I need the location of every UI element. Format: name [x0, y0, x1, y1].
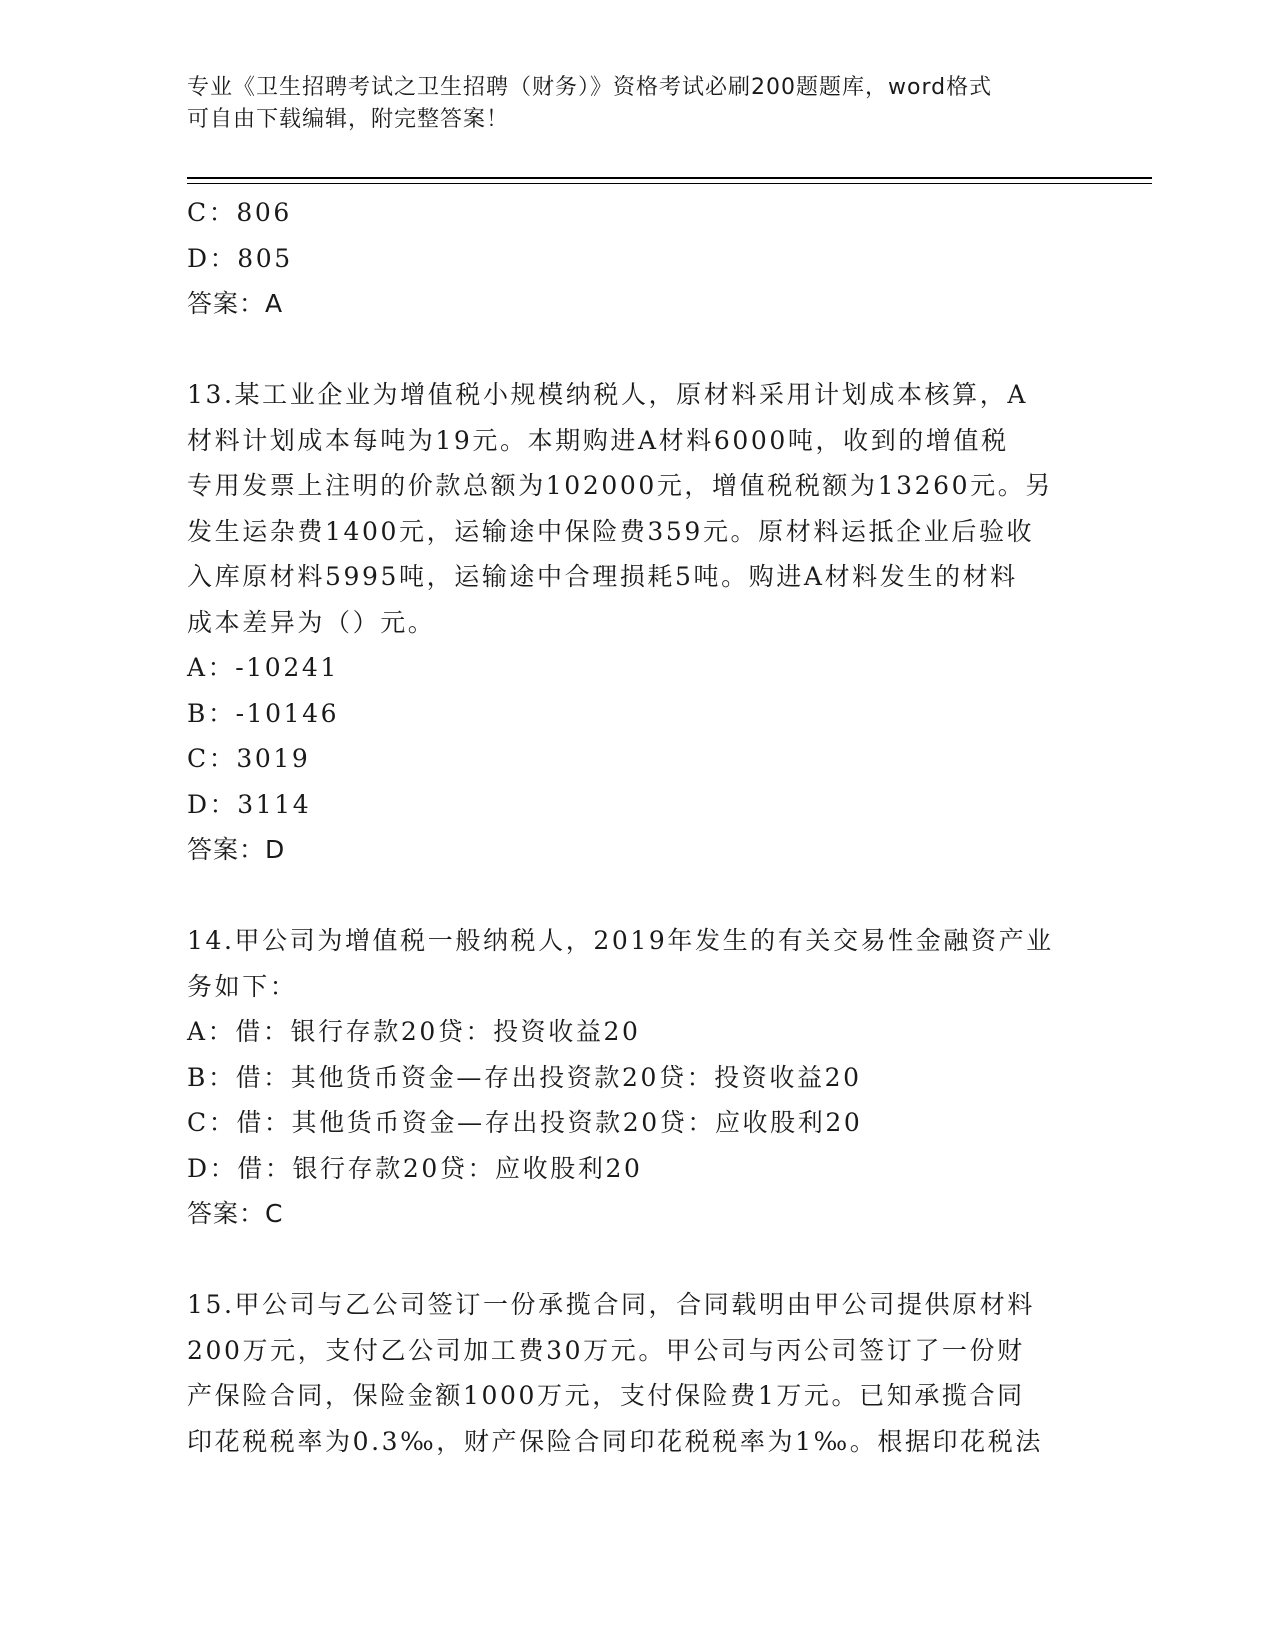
answer-line: 答案：D [187, 835, 286, 864]
document-header [187, 72, 1087, 136]
question-14 [187, 918, 1087, 1237]
question-13 [187, 372, 1087, 873]
prev-question [187, 190, 1087, 327]
question-stem-line: 务如下： [187, 971, 298, 1001]
question-15 [187, 1282, 1087, 1464]
option-a: A：-10241 [187, 653, 339, 682]
option-a: A：借：银行存款20贷：投资收益20 [187, 1017, 641, 1046]
header-line-2: 可自由下载编辑，附完整答案！ [187, 107, 510, 132]
option-d: D：3114 [187, 789, 312, 819]
spacer [187, 327, 1087, 373]
question-stem-line: 专用发票上注明的价款总额为102000元，增值税税额为13260元。另 [187, 471, 1053, 500]
option-c: C：3019 [187, 744, 311, 773]
option-c: C：806 [187, 198, 292, 227]
option-d: D：805 [187, 243, 293, 273]
question-stem-line: 14.甲公司为增值税一般纳税人，2019年发生的有关交易性金融资产业 [187, 926, 1054, 955]
question-stem-line: 入库原材料5995吨，运输途中合理损耗5吨。购进A材料发生的材料 [187, 562, 1018, 591]
question-stem-line: 产保险合同，保险金额1000万元，支付保险费1万元。已知承揽合同 [187, 1381, 1025, 1410]
option-b: B：借：其他货币资金—存出投资款20贷：投资收益20 [187, 1062, 862, 1092]
option-b: B：-10146 [187, 698, 340, 728]
document-body [187, 190, 1087, 1464]
question-stem-line: 15.甲公司与乙公司签订一份承揽合同，合同载明由甲公司提供原材料 [187, 1290, 1035, 1319]
header-rule-thin [187, 183, 1152, 184]
option-c: C：借：其他货币资金—存出投资款20贷：应收股利20 [187, 1108, 863, 1137]
header-rule-thick [187, 177, 1152, 179]
question-stem-line: 13.某工业企业为增值税小规模纳税人，原材料采用计划成本核算，A [187, 380, 1029, 409]
header-line-1: 专业《卫生招聘考试之卫生招聘（财务）》资格考试必刷200题题库，word格式 [187, 75, 993, 100]
question-stem-line: 200万元，支付乙公司加工费30万元。甲公司与丙公司签订了一份财 [187, 1335, 1025, 1365]
question-stem-line: 材料计划成本每吨为19元。本期购进A材料6000吨，收到的增值税 [187, 425, 1009, 455]
spacer [187, 873, 1087, 919]
question-stem-line: 成本差异为（）元。 [187, 607, 436, 637]
question-stem-line: 发生运杂费1400元，运输途中保险费359元。原材料运抵企业后验收 [187, 516, 1035, 546]
option-d: D：借：银行存款20贷：应收股利20 [187, 1153, 643, 1183]
answer-line: 答案：C [187, 1199, 284, 1228]
spacer [187, 1237, 1087, 1283]
answer-line: 答案：A [187, 289, 284, 318]
question-stem-line: 印花税税率为0.3‰，财产保险合同印花税税率为1‰。根据印花税法 [187, 1426, 1043, 1456]
